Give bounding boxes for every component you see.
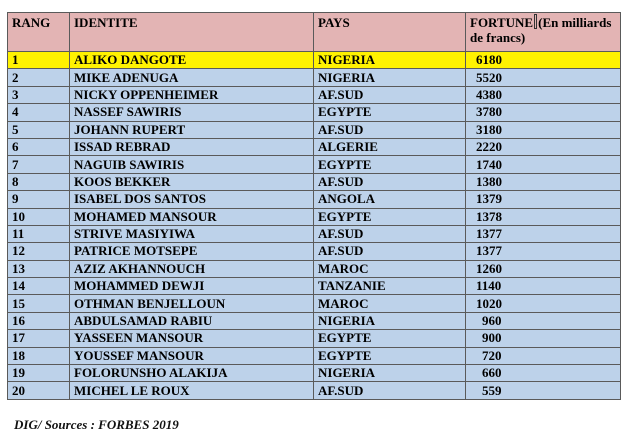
cell-rank: 19 [8, 365, 70, 382]
header-rank: RANG [8, 13, 70, 52]
cell-country: AF.SUD [314, 86, 466, 103]
cell-fortune: 960 [466, 312, 621, 329]
cell-name: FOLORUNSHO ALAKIJA [70, 365, 314, 382]
cell-name: NICKY OPPENHEIMER [70, 86, 314, 103]
cell-rank: 9 [8, 191, 70, 208]
cell-rank: 8 [8, 173, 70, 190]
table-row [8, 295, 621, 312]
cell-rank: 2 [8, 69, 70, 86]
cell-country: EGYPTE [314, 104, 466, 121]
table-row [8, 156, 621, 173]
cell-fortune: 1378 [466, 208, 621, 225]
table-header-row [8, 13, 621, 52]
table-row [8, 138, 621, 155]
cell-name: ABDULSAMAD RABIU [70, 312, 314, 329]
table-row [8, 243, 621, 260]
cell-country: NIGERIA [314, 312, 466, 329]
cell-fortune: 1377 [466, 225, 621, 242]
table-row [8, 208, 621, 225]
ranking-table-container [7, 12, 621, 400]
cell-name: PATRICE MOTSEPE [70, 243, 314, 260]
cell-fortune: 1140 [466, 278, 621, 295]
cell-fortune: 3180 [466, 121, 621, 138]
cell-rank: 1 [8, 52, 70, 69]
cell-rank: 13 [8, 260, 70, 277]
cell-country: EGYPTE [314, 347, 466, 364]
cell-name: YOUSSEF MANSOUR [70, 347, 314, 364]
cell-rank: 3 [8, 86, 70, 103]
text-cursor-icon [534, 14, 537, 29]
cell-rank: 17 [8, 330, 70, 347]
header-country: PAYS [314, 13, 466, 52]
cell-fortune: 4380 [466, 86, 621, 103]
header-fortune-label: FORTUNE [470, 15, 534, 30]
cell-rank: 20 [8, 382, 70, 399]
table-row [8, 86, 621, 103]
cell-name: KOOS BEKKER [70, 173, 314, 190]
cell-name: STRIVE MASIYIWA [70, 225, 314, 242]
cell-fortune: 720 [466, 347, 621, 364]
table-row [8, 121, 621, 138]
cell-rank: 4 [8, 104, 70, 121]
cell-name: OTHMAN BENJELLOUN [70, 295, 314, 312]
cell-fortune: 900 [466, 330, 621, 347]
cell-country: AF.SUD [314, 225, 466, 242]
cell-name: MIKE ADENUGA [70, 69, 314, 86]
cell-fortune: 1380 [466, 173, 621, 190]
header-identity: IDENTITE [70, 13, 314, 52]
cell-rank: 10 [8, 208, 70, 225]
cell-rank: 18 [8, 347, 70, 364]
cell-country: MAROC [314, 260, 466, 277]
cell-fortune: 5520 [466, 69, 621, 86]
table-row [8, 191, 621, 208]
cell-name: MICHEL LE ROUX [70, 382, 314, 399]
table-body [8, 52, 621, 400]
cell-name: NASSEF SAWIRIS [70, 104, 314, 121]
cell-country: MAROC [314, 295, 466, 312]
cell-rank: 14 [8, 278, 70, 295]
table-row [8, 365, 621, 382]
cell-fortune: 559 [466, 382, 621, 399]
cell-name: AZIZ AKHANNOUCH [70, 260, 314, 277]
cell-fortune: 660 [466, 365, 621, 382]
table-row [8, 278, 621, 295]
cell-fortune: 3780 [466, 104, 621, 121]
header-fortune [466, 13, 621, 52]
cell-fortune: 1379 [466, 191, 621, 208]
cell-name: ISABEL DOS SANTOS [70, 191, 314, 208]
table-row [8, 225, 621, 242]
cell-country: NIGERIA [314, 365, 466, 382]
source-caption: DIG/ Sources : FORBES 2019 [14, 417, 179, 432]
table-row [8, 382, 621, 399]
cell-name: NAGUIB SAWIRIS [70, 156, 314, 173]
cell-country: ANGOLA [314, 191, 466, 208]
cell-rank: 15 [8, 295, 70, 312]
table-row [8, 347, 621, 364]
cell-fortune: 1740 [466, 156, 621, 173]
cell-rank: 12 [8, 243, 70, 260]
cell-name: MOHAMMED DEWJI [70, 278, 314, 295]
table-row [8, 104, 621, 121]
cell-country: AF.SUD [314, 243, 466, 260]
cell-country: ALGERIE [314, 138, 466, 155]
cell-rank: 5 [8, 121, 70, 138]
cell-country: TANZANIE [314, 278, 466, 295]
cell-name: ISSAD REBRAD [70, 138, 314, 155]
table-row [8, 52, 621, 69]
cell-country: NIGERIA [314, 69, 466, 86]
cell-country: EGYPTE [314, 330, 466, 347]
table-row [8, 260, 621, 277]
cell-fortune: 1260 [466, 260, 621, 277]
cell-name: ALIKO DANGOTE [70, 52, 314, 69]
cell-rank: 11 [8, 225, 70, 242]
cell-rank: 7 [8, 156, 70, 173]
cell-country: EGYPTE [314, 156, 466, 173]
table-row [8, 312, 621, 329]
cell-name: YASSEEN MANSOUR [70, 330, 314, 347]
cell-fortune: 6180 [466, 52, 621, 69]
cell-fortune: 1377 [466, 243, 621, 260]
table-row [8, 330, 621, 347]
cell-country: NIGERIA [314, 52, 466, 69]
table-row [8, 173, 621, 190]
header-fortune-unit: (En milliards de francs) [470, 15, 612, 45]
cell-country: AF.SUD [314, 173, 466, 190]
cell-country: AF.SUD [314, 382, 466, 399]
cell-rank: 16 [8, 312, 70, 329]
cell-rank: 6 [8, 138, 70, 155]
cell-country: AF.SUD [314, 121, 466, 138]
ranking-table [7, 12, 621, 400]
cell-name: JOHANN RUPERT [70, 121, 314, 138]
cell-fortune: 2220 [466, 138, 621, 155]
cell-name: MOHAMED MANSOUR [70, 208, 314, 225]
cell-fortune: 1020 [466, 295, 621, 312]
table-row [8, 69, 621, 86]
cell-country: EGYPTE [314, 208, 466, 225]
